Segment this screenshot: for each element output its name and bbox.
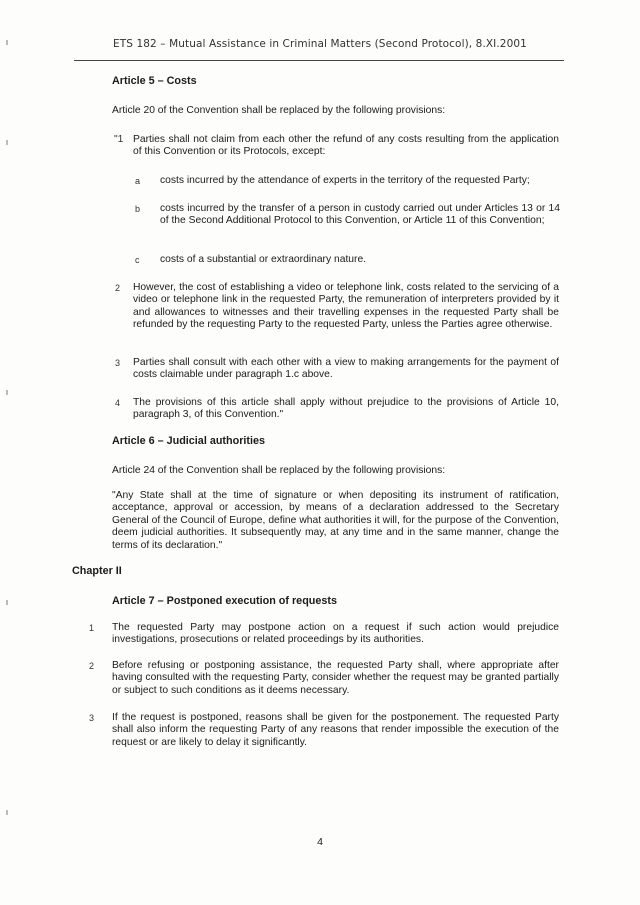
chapter-label: Chapter II: [72, 565, 122, 577]
article-6-heading: Article 6 – Judicial authorities: [112, 435, 266, 447]
item-a-text: costs incurred by the attendance of experts in the territory of the requested Party;: [160, 175, 530, 186]
page-number: 4: [317, 836, 323, 848]
article-5-para-4: The provisions of this article shall apply without prejudice to the provisions of Article 10, paragraph 3, of this Convention.": [133, 397, 559, 421]
article-6-text: "Any State shall at the time of signature or when depositing its instrument of ratification, acceptance, approval or accession, by means of a declaration addressed to the Secretary General of the Council of Europe, define what authorities it will, for the purpose of the Convention, deem judicial authorities. It subsequently may, at any time and in the same manner, change the terms of its declaration.": [112, 490, 559, 551]
margin-mark: [6, 390, 8, 395]
article-5-para-2: However, the cost of establishing a video or telephone link, costs related to the servicing of a video or telephone link in the requested Party, the remuneration of interpreters provided by it and allowances to witnesses and their travelling expenses in the requested Party shall be refunded by the requesting Party to the requested Party, unless the Parties agree otherwise.: [133, 282, 559, 331]
margin-mark: [6, 140, 8, 145]
header-rule: [74, 60, 564, 61]
article-7-para-1-number: 1: [89, 623, 95, 633]
margin-mark: [6, 40, 8, 45]
article-7-para-3-number: 3: [89, 713, 95, 723]
article-7-para-1: The requested Party may postpone action on a request if such action would prejudice investigations, prosecutions or related proceedings by its authorities.: [112, 622, 559, 646]
article-5-para-4-number: 4: [115, 398, 121, 408]
article-5-intro: Article 20 of the Convention shall be replaced by the following provisions:: [112, 105, 446, 116]
article-5-para-3: Parties shall consult with each other with a view to making arrangements for the payment of costs claimable under paragraph 1.c above.: [133, 357, 559, 381]
article-7-para-2: Before refusing or postponing assistance, the requested Party shall, where appropriate after having consulted with the requesting Party, consider whether the request may be granted partially or subject to such conditions as it deems necessary.: [112, 660, 559, 696]
article-5-heading: Article 5 – Costs: [112, 75, 197, 87]
item-a-label: a: [135, 176, 141, 186]
item-c-text: costs of a substantial or extraordinary nature.: [160, 254, 367, 265]
article-5-para-1: Parties shall not claim from each other the refund of any costs resulting from the application of this Convention or its Protocols, except:: [133, 134, 559, 158]
item-b-text: costs incurred by the transfer of a person in custody carried out under Articles 13 or 14 of the Second Additional Protocol to this Convention, or Article 11 of this Convention;: [160, 203, 560, 227]
item-c-label: c: [135, 255, 140, 265]
item-b-label: b: [135, 204, 141, 214]
running-header: ETS 182 – Mutual Assistance in Criminal Matters (Second Protocol), 8.XI.2001: [113, 38, 527, 50]
article-7-heading: Article 7 – Postponed execution of requests: [112, 595, 337, 607]
article-6-intro: Article 24 of the Convention shall be replaced by the following provisions:: [112, 465, 446, 476]
article-7-para-3: If the request is postponed, reasons shall be given for the postponement. The requested Party shall also inform the requesting Party of any reasons that render impossible the execution of the request or are likely to delay it significantly.: [112, 712, 559, 748]
article-5-para-1-number: "1: [114, 134, 124, 145]
margin-mark: [6, 810, 8, 815]
margin-mark: [6, 600, 8, 605]
article-5-para-2-number: 2: [115, 283, 121, 293]
article-5-para-3-number: 3: [115, 358, 121, 368]
article-7-para-2-number: 2: [89, 661, 95, 671]
